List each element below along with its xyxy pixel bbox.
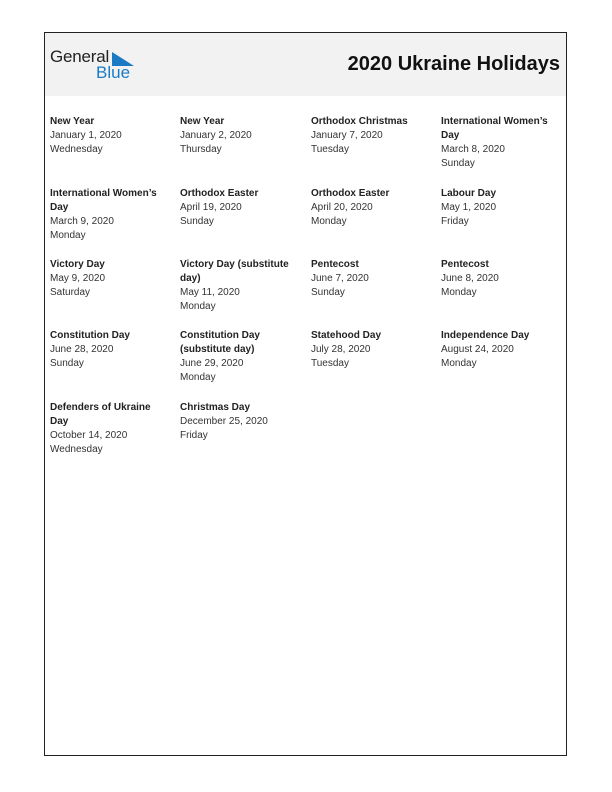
holiday-name: International Women’s Day: [50, 188, 157, 213]
holiday-name: Defenders of Ukraine Day: [50, 402, 151, 427]
holiday-entry: [311, 258, 429, 300]
holiday-entry: [50, 258, 168, 300]
holiday-entry: [311, 329, 429, 371]
holiday-weekday: Monday: [180, 372, 216, 383]
holiday-entry: [180, 258, 298, 314]
holiday-entry: [50, 187, 168, 243]
holiday-entry: [441, 187, 559, 229]
logo-text-general: General: [50, 47, 110, 66]
holiday-date: May 9, 2020: [50, 273, 106, 284]
holiday-entry: [180, 187, 298, 229]
holiday-name: Orthodox Easter: [180, 188, 259, 199]
holiday-weekday: Sunday: [441, 158, 475, 169]
holiday-entry: [441, 115, 559, 171]
holiday-name: International Women’s Day: [441, 116, 548, 141]
holiday-name: New Year: [180, 116, 225, 127]
holiday-date: March 8, 2020: [441, 144, 505, 155]
holiday-date: June 7, 2020: [311, 273, 369, 284]
holiday-weekday: Monday: [311, 216, 347, 227]
holiday-entry: [180, 329, 298, 385]
holiday-weekday: Sunday: [311, 287, 345, 298]
holiday-entry: [311, 187, 429, 229]
holiday-date: March 9, 2020: [50, 216, 114, 227]
holiday-name: New Year: [50, 116, 95, 127]
holiday-name: Orthodox Easter: [311, 188, 390, 199]
holiday-date: December 25, 2020: [180, 416, 268, 427]
holiday-date: January 1, 2020: [50, 130, 122, 141]
holiday-weekday: Monday: [441, 287, 477, 298]
holiday-weekday: Friday: [180, 430, 208, 441]
holiday-name: Pentecost: [311, 259, 359, 270]
holiday-weekday: Sunday: [50, 358, 84, 369]
holiday-weekday: Saturday: [50, 287, 91, 298]
holiday-date: October 14, 2020: [50, 430, 128, 441]
brand-logo: [50, 47, 140, 83]
holiday-date: January 7, 2020: [311, 130, 383, 141]
holiday-entry: [180, 401, 298, 443]
holiday-name: Independence Day: [441, 330, 530, 341]
holiday-entry: [50, 115, 168, 157]
holiday-name: Pentecost: [441, 259, 489, 270]
holiday-entry: [180, 115, 298, 157]
page-frame: [44, 32, 567, 756]
holiday-date: January 2, 2020: [180, 130, 252, 141]
holiday-date: August 24, 2020: [441, 344, 514, 355]
holiday-name: Constitution Day: [50, 330, 130, 341]
holiday-name: Labour Day: [441, 188, 497, 199]
holiday-weekday: Monday: [180, 301, 216, 312]
holiday-weekday: Wednesday: [50, 144, 103, 155]
holiday-weekday: Monday: [50, 230, 86, 241]
holiday-date: April 20, 2020: [311, 202, 373, 213]
holiday-weekday: Friday: [441, 216, 469, 227]
holiday-entry: [50, 329, 168, 371]
holiday-name: Christmas Day: [180, 402, 251, 413]
header-bar: [45, 33, 566, 96]
holiday-weekday: Sunday: [180, 216, 214, 227]
holiday-date: May 1, 2020: [441, 202, 497, 213]
holiday-date: June 28, 2020: [50, 344, 114, 355]
page-title: 2020 Ukraine Holidays: [347, 53, 560, 75]
holiday-date: May 11, 2020: [180, 287, 240, 298]
holiday-name: Constitution Day (substitute day): [180, 330, 260, 355]
holiday-weekday: Tuesday: [311, 358, 349, 369]
holiday-entry: [441, 329, 559, 371]
holiday-weekday: Tuesday: [311, 144, 349, 155]
logo-text-blue: Blue: [96, 63, 131, 82]
holiday-name: Victory Day (substitute day): [180, 259, 289, 284]
holiday-date: July 28, 2020: [311, 344, 371, 355]
holiday-date: June 29, 2020: [180, 358, 244, 369]
holiday-entry: [311, 115, 429, 157]
holiday-weekday: Monday: [441, 358, 477, 369]
holiday-date: June 8, 2020: [441, 273, 499, 284]
holiday-date: April 19, 2020: [180, 202, 242, 213]
holiday-name: Statehood Day: [311, 330, 382, 341]
holiday-entry: [441, 258, 559, 300]
holiday-name: Orthodox Christmas: [311, 116, 408, 127]
holiday-entry: [50, 401, 168, 457]
holiday-weekday: Thursday: [180, 144, 222, 155]
holiday-name: Victory Day: [50, 259, 105, 270]
holiday-weekday: Wednesday: [50, 444, 103, 455]
